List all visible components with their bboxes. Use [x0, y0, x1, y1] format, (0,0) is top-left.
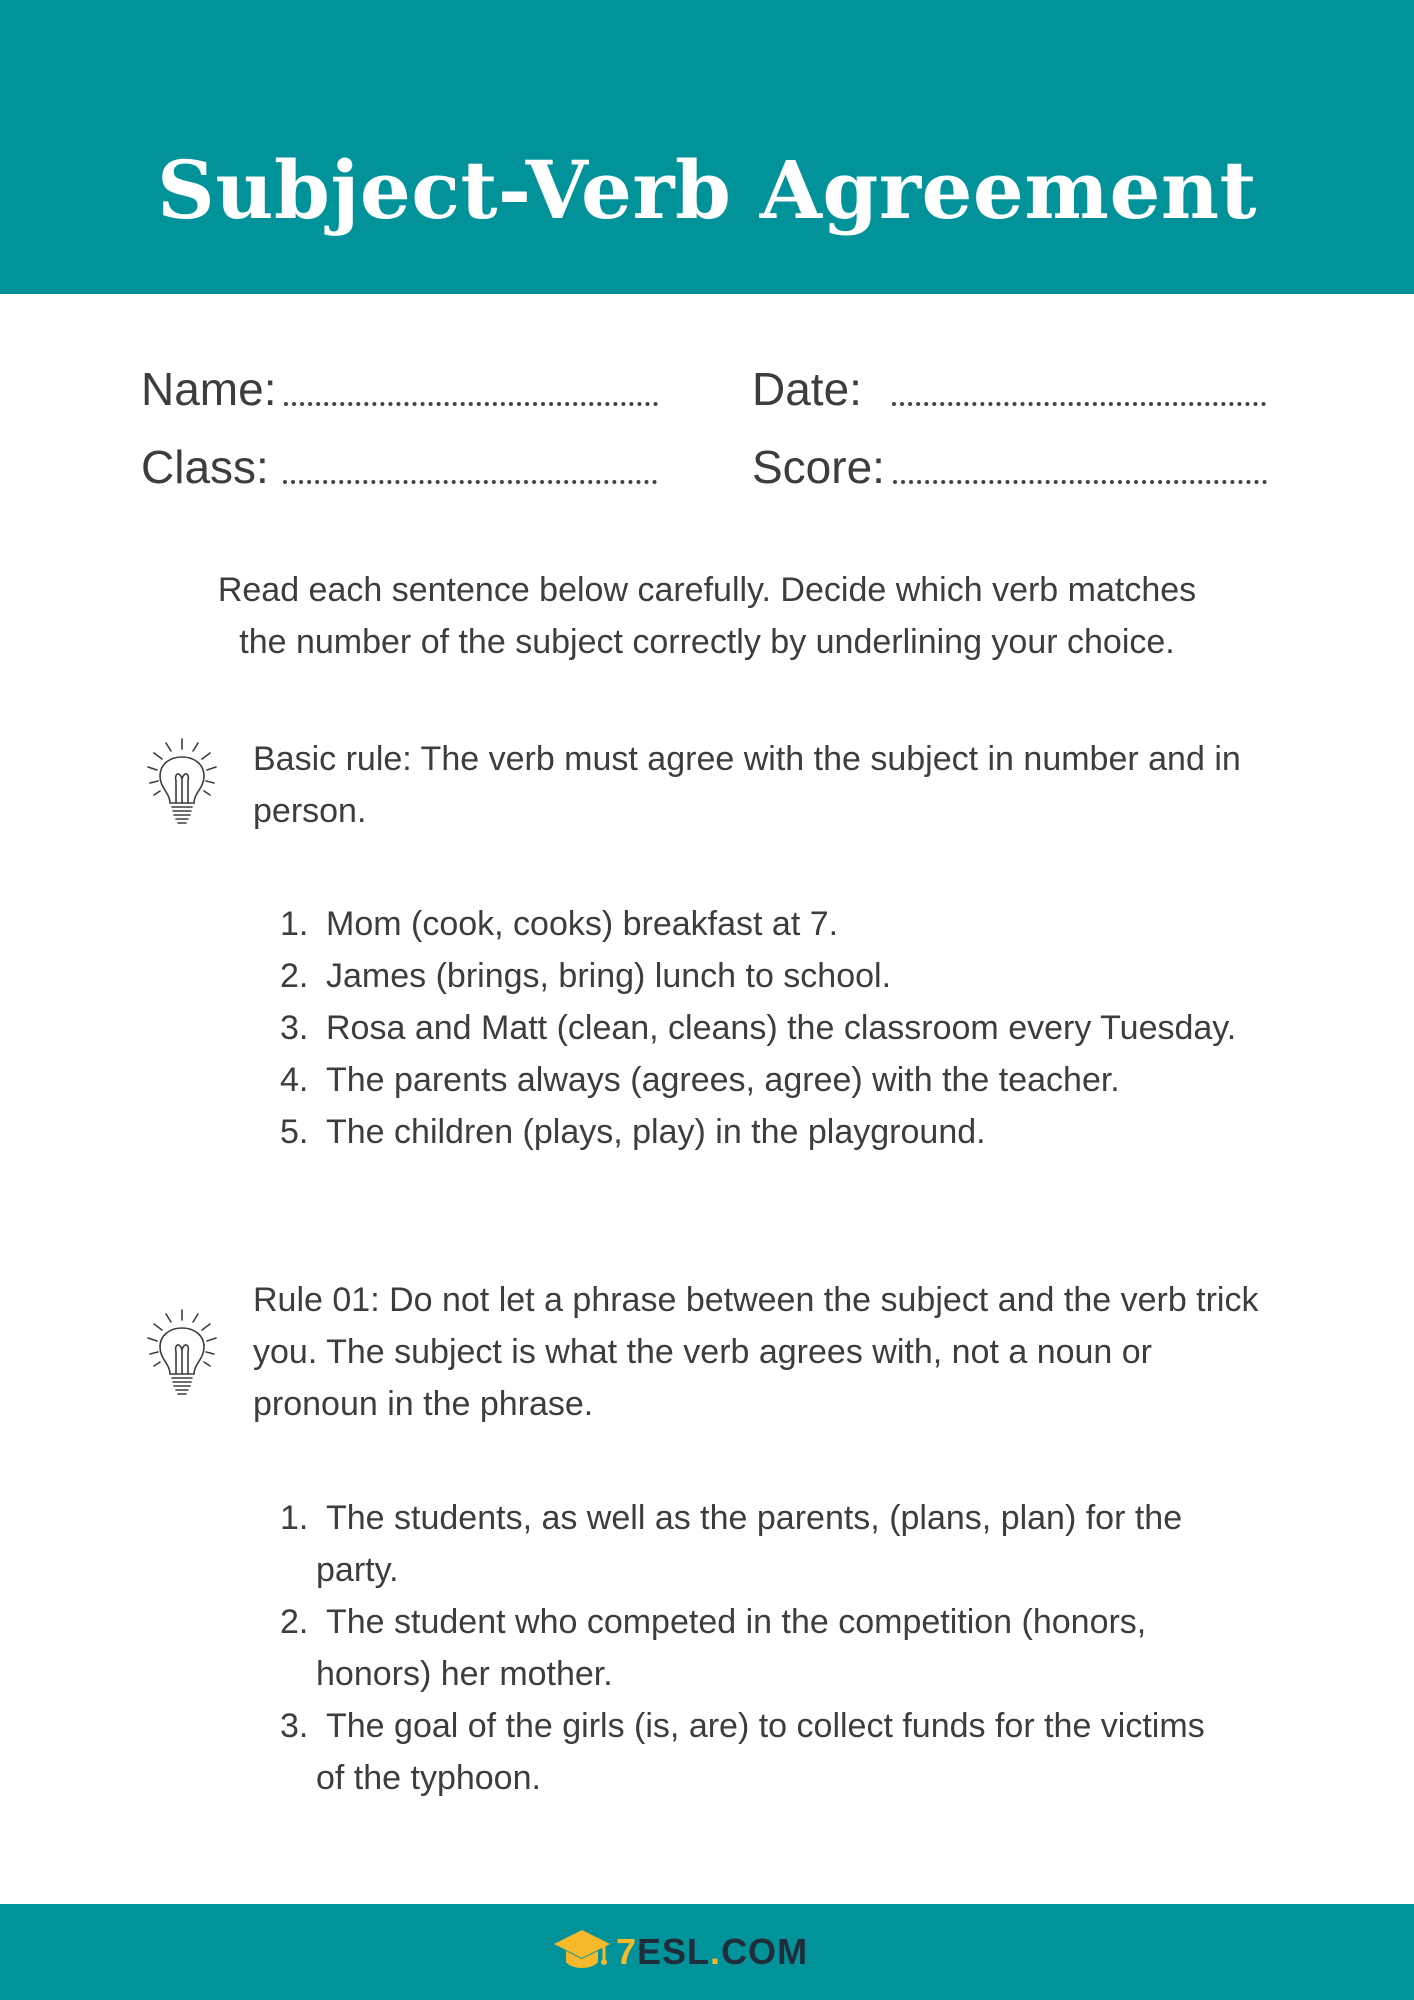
item-text: The parents always (agrees, agree) with the teacher.	[326, 1061, 1120, 1099]
date-label: Date:	[752, 363, 862, 415]
name-label: Name:	[141, 363, 277, 415]
score-label: Score:	[752, 441, 885, 493]
list-item	[280, 1002, 1240, 1054]
item-text: Mom (cook, cooks) breakfast at 7.	[326, 905, 839, 943]
footer-banner	[0, 1904, 1414, 2000]
graduation-cap-icon	[552, 1928, 612, 1974]
item-number: 1.	[280, 905, 309, 943]
header-banner	[0, 0, 1414, 294]
logo-esl: ESL	[637, 1931, 711, 1972]
basic-rule	[140, 733, 1280, 843]
logo-com: COM	[721, 1931, 809, 1972]
item-text: The students, as well as the parents, (plans, plan) for the party.	[316, 1499, 1183, 1589]
list-item	[280, 1492, 1240, 1596]
exercise-list-2	[280, 1492, 1240, 1804]
rule-text: Basic rule: The verb must agree with the subject in number and in person.	[253, 740, 1241, 830]
date-blank-line[interactable]	[892, 402, 1266, 406]
score-blank-line[interactable]	[893, 480, 1267, 484]
class-label: Class:	[141, 441, 269, 493]
item-text: The student who competed in the competition (honors, honors) her mother.	[316, 1603, 1147, 1693]
list-item	[280, 1700, 1240, 1804]
list-item	[280, 1106, 1240, 1158]
item-number: 2.	[280, 1603, 309, 1641]
list-item	[280, 950, 1240, 1002]
logo-seven: 7	[616, 1931, 638, 1972]
item-number: 4.	[280, 1061, 309, 1099]
site-logo[interactable]	[552, 1924, 862, 1980]
page-title: Subject-Verb Agreement	[157, 143, 1257, 237]
list-item	[280, 898, 1240, 950]
instructions-line-2: the number of the subject correctly by underlining your choice.	[239, 623, 1175, 661]
rule-01	[140, 1274, 1280, 1434]
logo-text	[616, 1930, 808, 1974]
instructions-line-1: Read each sentence below carefully. Decide which verb matches	[217, 571, 1197, 609]
item-number: 3.	[280, 1707, 309, 1745]
item-number: 5.	[280, 1113, 309, 1151]
lightbulb-icon	[140, 1304, 224, 1404]
class-field[interactable]	[141, 441, 657, 493]
name-field[interactable]	[141, 363, 658, 415]
list-item	[280, 1054, 1240, 1106]
item-number: 2.	[280, 957, 309, 995]
instructions	[140, 564, 1274, 668]
item-text: The children (plays, play) in the playground.	[326, 1113, 986, 1151]
item-number: 1.	[280, 1499, 309, 1537]
logo-dot: .	[710, 1931, 722, 1972]
date-field[interactable]	[752, 363, 1266, 415]
item-text: James (brings, bring) lunch to school.	[326, 957, 892, 995]
lightbulb-icon	[140, 733, 224, 833]
item-text: Rosa and Matt (clean, cleans) the classroom every Tuesday.	[326, 1009, 1237, 1047]
exercise-list-1	[280, 898, 1240, 1158]
name-blank-line[interactable]	[284, 402, 658, 406]
score-field[interactable]	[752, 441, 1267, 493]
list-item	[280, 1596, 1240, 1700]
class-blank-line[interactable]	[283, 480, 657, 484]
item-number: 3.	[280, 1009, 309, 1047]
rule-text: Rule 01: Do not let a phrase between the subject and the verb trick you. The subject is what the verb agrees with, not a noun or pronoun in the phrase.	[253, 1281, 1259, 1423]
item-text: The goal of the girls (is, are) to collect funds for the victims of the typhoon.	[316, 1707, 1205, 1797]
